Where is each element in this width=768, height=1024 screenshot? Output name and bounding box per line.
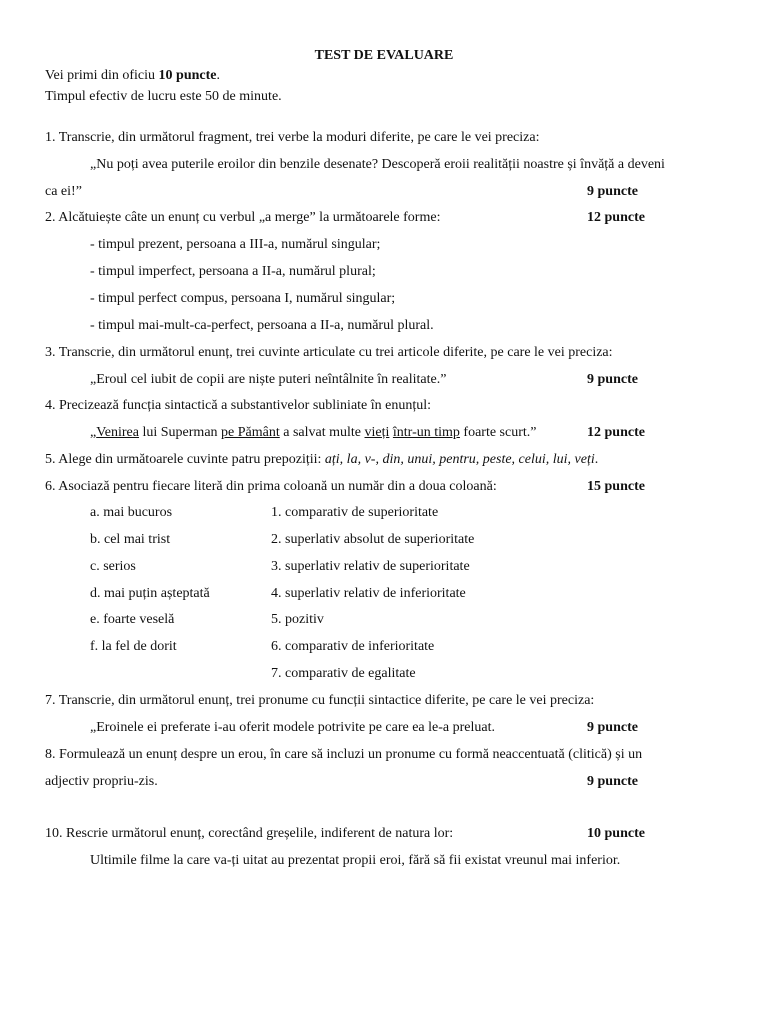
intro-line-1: Vei primi din oficiu 10 puncte. [45,68,220,83]
underlined-word: pe Pământ [221,425,280,440]
question-4: 4. Precizează funcția sintactică a substantivelor subliniate în enunțul: [45,398,432,413]
question-5-word-list: ați, la, v-, din, unui, pentru, peste, celui, lui, veți [324,452,595,467]
underlined-word: Venirea [96,425,139,440]
column-b-item: 5. pozitiv [271,612,324,627]
column-a-item: e. foarte veselă [90,612,175,627]
question-3: 3. Transcrie, din următorul enunț, trei cuvinte articulate cu trei articole diferite, pe care le vei preciza: [45,345,613,360]
question-1-quote-line-2: ca ei!” [45,184,82,199]
question-8-line-1: 8. Formulează un enunț despre un erou, în care să incluzi un pronume cu formă neaccentuată (clitică) și un [45,747,643,762]
question-6: 6. Asociază pentru fiecare literă din prima coloană un număr din a doua coloană: [45,479,497,494]
underlined-word: într-un timp [392,425,460,440]
column-a-item: d. mai puțin așteptată [90,586,210,601]
question-1-quote-line-1: „Nu poți avea puterile eroilor din benzile desenate? Descoperă eroii realității noastre și învăță a deveni [90,157,665,172]
question-2-item: - timpul perfect compus, persoana I, numărul singular; [90,291,396,306]
question-2: 2. Alcătuiește câte un enunț cu verbul „a merge” la următoarele forme: [45,210,441,225]
question-7-points: 9 puncte [587,720,638,735]
question-10: 10. Rescrie următorul enunț, corectând greșelile, indiferent de natura lor: [45,826,454,841]
question-2-item: - timpul mai-mult-ca-perfect, persoana a II-a, numărul plural. [90,318,434,333]
question-1: 1. Transcrie, din următorul fragment, trei verbe la moduri diferite, pe care le vei preciza: [45,130,540,145]
column-a-item: a. mai bucuros [90,505,173,520]
column-a-item: f. la fel de dorit [90,639,177,654]
question-3-quote: „Eroul cel iubit de copii are niște puteri neîntâlnite în realitate.” [90,372,447,387]
question-6-points: 15 puncte [587,479,645,494]
question-2-item: - timpul imperfect, persoana a II-a, numărul plural; [90,264,376,279]
column-a-item: b. cel mai trist [90,532,171,547]
column-b-item: 6. comparativ de inferioritate [271,639,435,654]
question-8-points: 9 puncte [587,774,638,789]
column-b-item: 7. comparativ de egalitate [271,666,416,681]
question-7-quote: „Eroinele ei preferate i-au oferit modele potrivite pe care ea le-a preluat. [90,720,495,735]
question-10-points: 10 puncte [587,826,645,841]
underlined-word: vieți [364,425,390,440]
question-2-points: 12 puncte [587,210,645,225]
column-b-item: 2. superlativ absolut de superioritate [271,532,475,547]
column-b-item: 4. superlativ relativ de inferioritate [271,586,466,601]
question-5: 5. Alege din următoarele cuvinte patru prepoziții: ați, la, v-, din, unui, pentru, peste, celui, lui, veți. [45,452,599,467]
question-7: 7. Transcrie, din următorul enunț, trei pronume cu funcții sintactice diferite, pe care le vei preciza: [45,693,595,708]
question-3-points: 9 puncte [587,372,638,387]
column-a-item: c. serios [90,559,136,574]
column-b-item: 3. superlativ relativ de superioritate [271,559,470,574]
question-8-line-2: adjectiv propriu-zis. [45,774,158,789]
question-2-item: - timpul prezent, persoana a III-a, numărul singular; [90,237,381,252]
question-1-points: 9 puncte [587,184,638,199]
question-4-quote: „Venirea lui Superman pe Pământ a salvat multe vieți într-un timp foarte scurt.” [90,425,537,440]
column-b-item: 1. comparativ de superioritate [271,505,439,520]
question-4-points: 12 puncte [587,425,645,440]
page-title: TEST DE EVALUARE [314,48,454,63]
question-10-sentence: Ultimile filme la care va-ți uitat au prezentat propii eroi, fără să fii existat vreunul mai inferior. [90,853,621,868]
intro-line-2: Timpul efectiv de lucru este 50 de minute. [45,89,282,104]
